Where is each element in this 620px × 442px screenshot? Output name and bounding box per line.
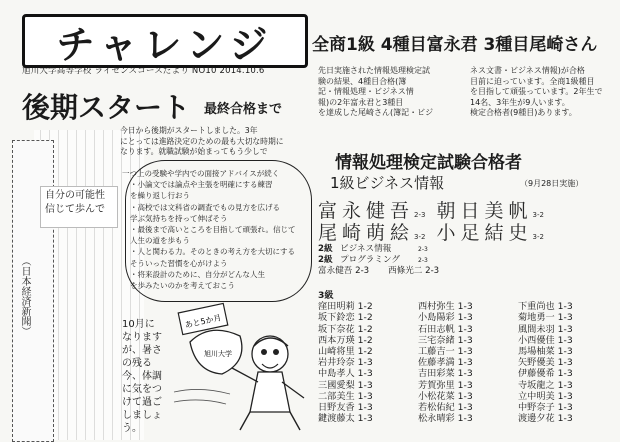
grade-label: 2級 xyxy=(318,255,333,265)
grade3-row xyxy=(318,301,608,312)
passer-name: 伊藤優希 1-3 xyxy=(518,368,573,380)
note-line: 10月に xyxy=(122,319,155,330)
grade3-row xyxy=(318,324,608,335)
passer-name: 小島陽彩 1-3 xyxy=(418,312,473,324)
passer-name: 馬場柚菜 1-3 xyxy=(518,345,573,357)
note-line: の残る xyxy=(122,358,152,369)
grade3-row xyxy=(318,346,608,357)
grade2-row xyxy=(318,266,608,277)
intro-line: 検定合格者(9種目)あります。 xyxy=(470,108,577,117)
article-line: なります。就職試験が始まってもう少しで xyxy=(120,147,268,157)
passer-name: 三宅奈緒 1-3 xyxy=(418,334,473,346)
passer-name: 西村弥生 1-3 xyxy=(418,301,473,313)
note-line: う。 xyxy=(122,423,142,434)
note-line: 今、体調 xyxy=(122,371,162,382)
advice-line: 一つ上の受験や学内での面接アドバイスが続く xyxy=(122,169,280,178)
exam-date: （9月28日実施） xyxy=(520,179,584,188)
grade3-row xyxy=(318,368,608,379)
issue-line: 旭川大学高等学校 ライセンスコースだより NO10 2014.10.6 xyxy=(22,66,265,76)
headline-small: 最終合格まで xyxy=(204,102,283,117)
note-line: しましょ xyxy=(122,410,162,421)
advice-line: ・人と関わる力。そのときの考え方を大切にする xyxy=(130,247,295,257)
passer-name: 二部美生 1-3 xyxy=(318,390,373,402)
note-line: に気をつ xyxy=(122,384,162,395)
grade3-row xyxy=(318,335,608,346)
right-headline: 全商1級 4種目富永君 3種目尾崎さん xyxy=(312,35,598,55)
grade2-section xyxy=(318,244,608,277)
passer-name: 山崎将里 1-2 xyxy=(318,345,373,357)
advice-line: 学ぶ気持ちを持って伸ばそう xyxy=(130,213,228,223)
passer-name: 西本万瑛 1-2 xyxy=(318,334,373,346)
intro-col-1 xyxy=(318,66,468,119)
clip-title-line: 自分の可能性 xyxy=(45,190,105,201)
grade3-row xyxy=(318,402,608,413)
passer-name: 松永晴彩 1-3 xyxy=(418,413,473,425)
advice-line: ・小論文では論点や主張を明確にする練習 xyxy=(130,180,273,190)
passer-name: 坂下奈花 1-2 xyxy=(318,323,373,335)
clip-title-line: 信じて歩んで xyxy=(45,204,105,215)
student-cartoon-illustration xyxy=(170,302,310,434)
passer-name: 小足結史 xyxy=(436,222,533,244)
passer-name: 石田志帆 1-3 xyxy=(418,323,473,335)
masthead-title: チャレンジ xyxy=(22,14,308,68)
passer-name: 矢野優美 1-3 xyxy=(518,357,573,369)
passer-name: 富永健吾 xyxy=(318,200,415,222)
left-headline xyxy=(22,86,312,124)
grade2-row xyxy=(318,244,608,255)
advice-line: を歩みたいのかを考えておこう xyxy=(130,281,235,291)
grade-label: 3級 xyxy=(318,290,334,301)
sign-text: あと5か月 xyxy=(183,313,223,330)
intro-line: ネス文書・ビジネス情報)が合格 xyxy=(470,66,585,75)
passer-name: 尾崎萌絵 xyxy=(318,222,415,244)
passer-year: 2-3 xyxy=(414,211,426,219)
advice-line: ・高校では文科省の調査でもの見方を広げる xyxy=(130,202,280,212)
passer-name: 菊地勇一 1-3 xyxy=(518,312,573,324)
note-line: が、暑さ xyxy=(122,345,162,356)
grade3-section xyxy=(318,290,608,424)
passer-name: 中野奈子 1-3 xyxy=(518,401,573,413)
passer-name: 若松佑紀 1-3 xyxy=(418,401,473,413)
grade-label: 2級 xyxy=(318,244,333,254)
passer-name: 吉田彩菜 1-3 xyxy=(418,368,473,380)
passer-name: 朝日美帆 xyxy=(436,200,533,222)
passer-name: 下重尚也 1-3 xyxy=(518,301,573,313)
intro-line: 14名、3年生が9人います。 xyxy=(470,97,570,107)
intro-line: 験の結果、4種目合格(簿 xyxy=(318,76,407,86)
note-line: なります xyxy=(122,332,162,343)
advice-list xyxy=(122,168,320,291)
passer-name: 立中明美 1-3 xyxy=(518,390,573,402)
grade3-row xyxy=(318,312,608,323)
passer-name: 坂下鈴恋 1-2 xyxy=(318,312,373,324)
passer-name: 小松花菜 1-3 xyxy=(418,390,473,402)
intro-col-2 xyxy=(470,66,620,119)
intro-line: 記・情報処理・ビジネス情 xyxy=(318,87,414,96)
passer-name: 中島孝人 1-3 xyxy=(318,368,373,380)
exam-title: 情報処理検定試験合格者 xyxy=(335,153,522,173)
newspaper-clip-title xyxy=(40,186,118,228)
passer-name: 小西優佳 1-3 xyxy=(518,334,573,346)
intro-line: 先日実施された情報処理検定試 xyxy=(318,66,430,75)
year: 2-3 xyxy=(418,246,428,253)
intro-line: を達成した尾崎さん(簿記・ビジ xyxy=(318,108,434,117)
intro-line: を目指して頑張っています。2年生で xyxy=(470,87,603,96)
newspaper-source-label: （日本経済新聞） xyxy=(19,256,30,336)
advice-line: ・最後まで高いところを目指して頑張れ。信じて xyxy=(130,225,296,235)
bag-label: 旭川大学 xyxy=(204,350,232,358)
grade2-row xyxy=(318,255,608,266)
passer-name: 岩井玲奈 1-3 xyxy=(318,357,373,369)
student-body xyxy=(250,372,290,412)
subject: プログラミング xyxy=(340,255,400,265)
intro-line: 報)の2年富永君と3種目 xyxy=(318,97,404,107)
note-line: けて過ご xyxy=(122,397,162,408)
passer-name: 工藤吉一 1-3 xyxy=(418,345,473,357)
level1-row xyxy=(318,218,544,245)
passer-year: 3-2 xyxy=(532,211,544,219)
passer-name: 佐藤孝満 1-3 xyxy=(418,357,473,369)
grade3-row xyxy=(318,357,608,368)
advice-line: ・将来設計のために、自分がどんな人生 xyxy=(130,269,265,279)
passer-name: 寺坂龍之 1-3 xyxy=(518,379,573,391)
passer: 西條光二 2-3 xyxy=(388,266,440,276)
passer-year: 3-2 xyxy=(532,233,544,241)
year: 2-3 xyxy=(418,257,428,264)
headline-big: 後期スタート xyxy=(22,91,191,124)
passer-name: 日野友香 1-3 xyxy=(318,401,373,413)
passer-name: 鍵渡藤太 1-3 xyxy=(318,413,373,425)
passer-name: 窪田明莉 1-2 xyxy=(318,301,373,313)
article-intro xyxy=(120,126,310,158)
grade3-row xyxy=(318,380,608,391)
intro-line: 目前に迫っています。全商1級種目 xyxy=(470,76,595,86)
article-line: 今日から後期がスタートしました。3年 xyxy=(120,126,258,135)
passer-name: 芳賀弥里 1-3 xyxy=(418,379,473,391)
advice-line: そういった習慣を心がけよう xyxy=(130,258,228,268)
article-line: にとっては進路決定のための最も大切な時期に xyxy=(120,136,284,146)
advice-line: を繰り返し行おう xyxy=(130,191,190,201)
subject: ビジネス情報 xyxy=(340,244,392,254)
passer: 富永健吾 2-3 xyxy=(318,266,370,276)
grade3-row xyxy=(318,391,608,402)
grade3-row xyxy=(318,413,608,424)
passer-name: 風間未羽 1-3 xyxy=(518,323,573,335)
october-note xyxy=(122,318,172,434)
passer-year: 3-2 xyxy=(414,233,426,241)
level1-label: 1級ビジネス情報 xyxy=(330,174,445,192)
passer-name: 三國愛梨 1-3 xyxy=(318,379,373,391)
advice-line: 人生の道を歩もう xyxy=(130,236,190,246)
passer-name: 渡邊夕花 1-3 xyxy=(518,413,573,425)
